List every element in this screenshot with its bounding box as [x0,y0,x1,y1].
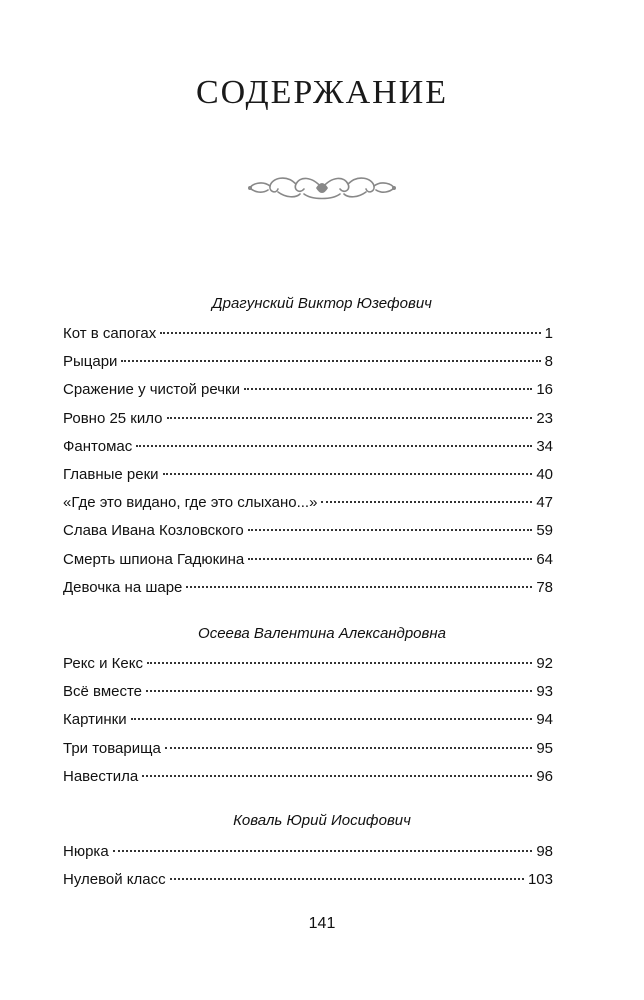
section-author: Драгунский Виктор Юзефович [212,295,432,312]
toc-entry[interactable] [63,740,553,768]
toc-entry[interactable] [63,522,553,550]
dot-leader [165,747,533,749]
entry-page: 95 [536,739,553,757]
dot-leader [160,332,540,334]
dot-leader [186,586,532,588]
toc-list [63,843,553,899]
entry-title: Нюрка [63,843,109,860]
page-number: 141 [308,915,336,932]
dot-leader [248,529,533,531]
dot-leader [244,388,532,390]
entry-page: 96 [536,767,553,785]
ornament-icon [242,170,402,206]
entry-page: 98 [536,843,553,860]
toc-entry[interactable] [63,579,553,607]
dot-leader [113,850,533,852]
toc-entry[interactable] [63,768,553,796]
entry-page: 93 [536,683,553,701]
entry-title: Навестила [63,767,139,785]
entry-title: Рекс и Кекс [63,655,143,672]
entry-title: Главные реки [63,465,159,483]
toc-entry[interactable] [63,843,553,871]
dot-leader [121,360,540,362]
entry-page: 92 [536,655,553,672]
entry-title: Картинки [63,711,127,729]
entry-title: Ровно 25 кило [63,409,163,427]
dot-leader [167,417,533,419]
toc-entry[interactable] [63,683,553,711]
entry-page: 94 [536,711,553,729]
entry-title: Сражение у чистой речки [63,381,240,399]
entry-page: 8 [544,353,553,371]
entry-title: Три товарища [63,739,161,757]
entry-page: 40 [536,465,553,483]
dot-leader [142,775,532,777]
entry-page: 64 [536,550,553,568]
dot-leader [131,718,533,720]
dot-leader [170,878,524,880]
entry-title: Фантомас [63,437,133,455]
dot-leader [146,690,532,692]
toc-entry[interactable] [63,494,553,522]
entry-title: Всё вместе [63,683,143,701]
dot-leader [248,558,532,560]
entry-page: 47 [536,494,553,512]
toc-entry[interactable] [63,438,553,466]
toc-list [63,325,553,607]
dot-leader [136,445,532,447]
entry-title: Нулевой класс [63,871,166,889]
toc-entry[interactable] [63,871,553,899]
entry-title: Смерть шпиона Гадюкина [63,550,245,568]
entry-page: 103 [527,871,553,889]
toc-entry[interactable] [63,551,553,579]
page-title: СОДЕРЖАНИЕ [195,74,449,111]
dot-leader [321,501,532,503]
toc-entry[interactable] [63,410,553,438]
entry-title: Кот в сапогах [63,325,157,342]
entry-title: Рыцари [63,353,118,371]
toc-entry[interactable] [63,711,553,739]
section-author: Коваль Юрий Иосифович [233,812,411,829]
entry-page: 59 [536,522,553,540]
entry-page: 16 [536,381,553,399]
dot-leader [163,473,533,475]
entry-title: Слава Ивана Козловского [63,522,244,540]
toc-entry[interactable] [63,655,553,683]
entry-page: 34 [536,437,553,455]
entry-title: «Где это видано, где это слыхано...» [63,494,318,512]
entry-page: 1 [544,325,553,342]
section-author: Осеева Валентина Александровна [198,625,446,642]
toc-entry[interactable] [63,466,553,494]
entry-page: 78 [536,578,553,596]
toc-list [63,655,553,796]
entry-page: 23 [536,409,553,427]
toc-entry[interactable] [63,325,553,353]
dot-leader [147,662,532,664]
toc-entry[interactable] [63,353,553,381]
entry-title: Девочка на шаре [63,578,183,596]
toc-entry[interactable] [63,381,553,409]
